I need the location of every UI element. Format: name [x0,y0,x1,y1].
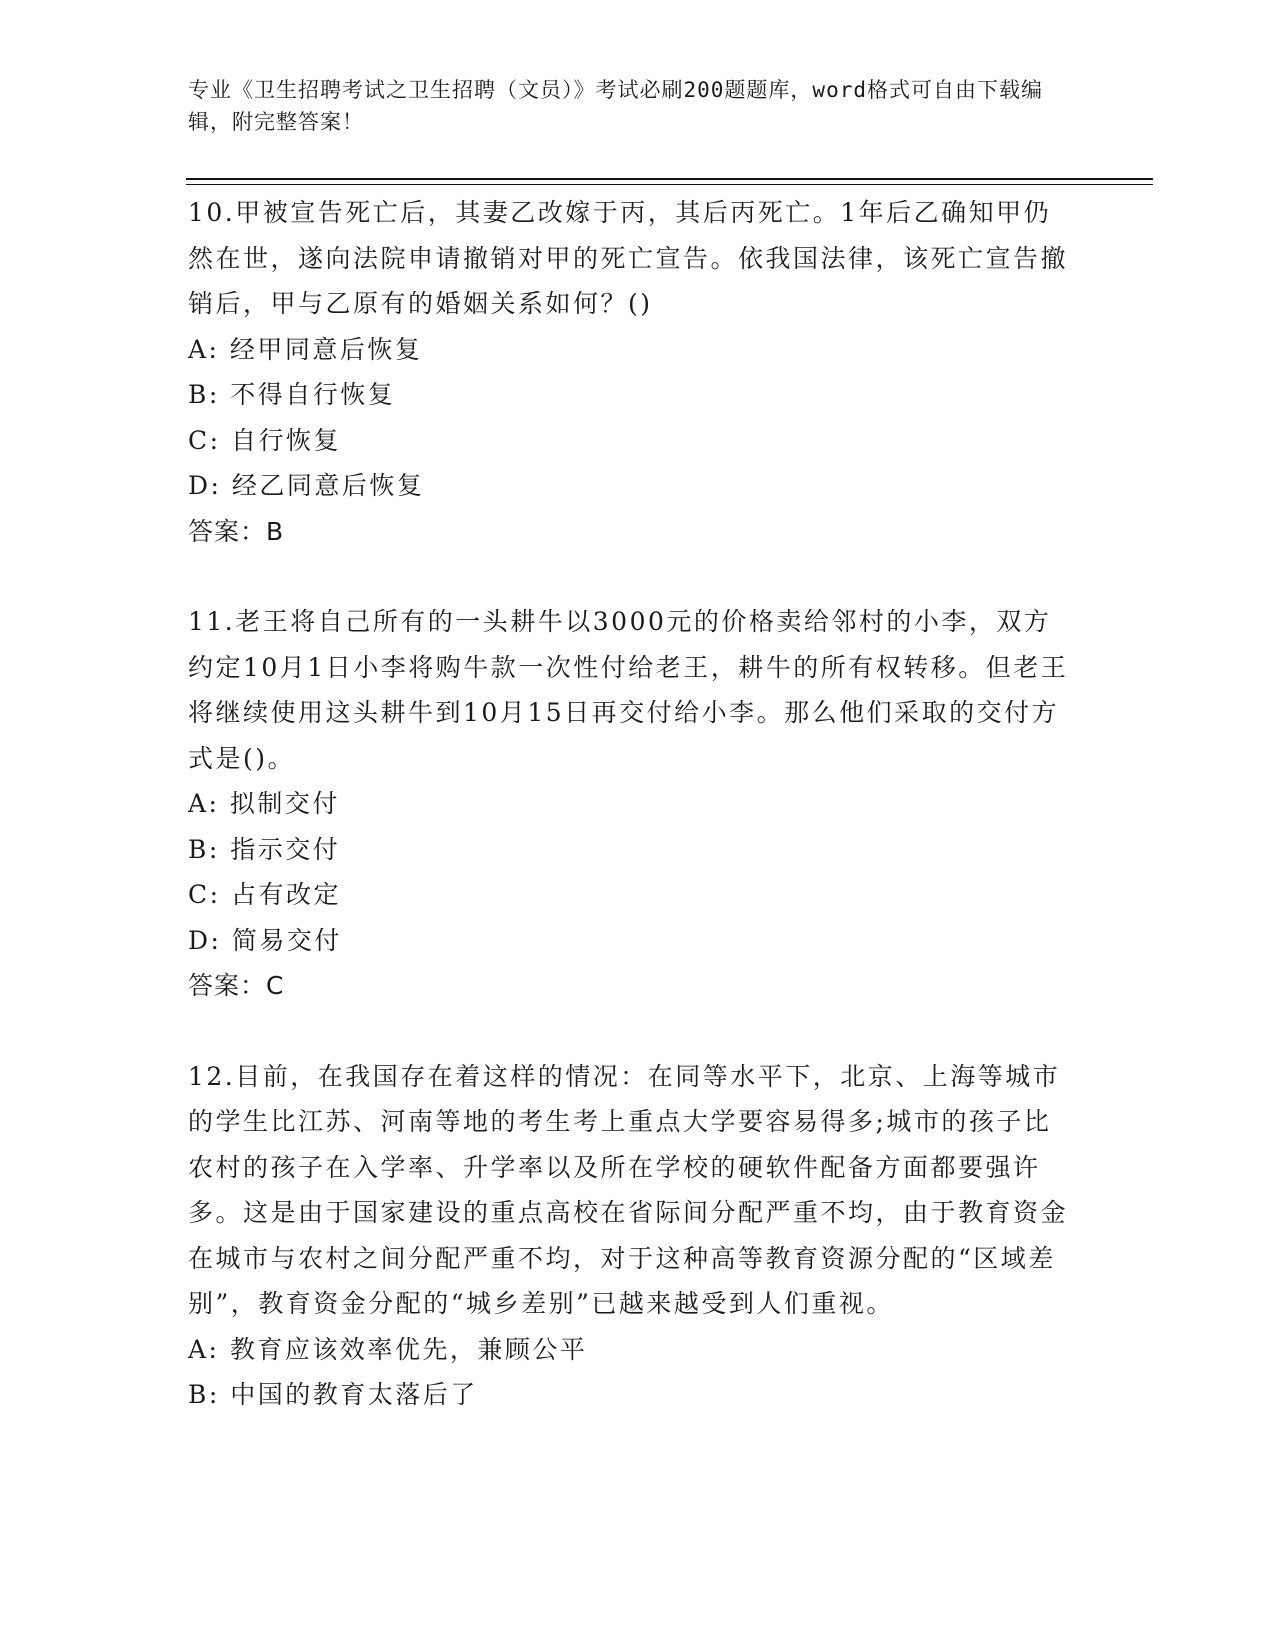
header-divider-thin [186,184,1153,185]
question-10 [188,190,1078,554]
question-stem: 10.甲被宣告死亡后，其妻乙改嫁于丙，其后丙死亡。1年后乙确知甲仍然在世，遂向法院申请撤销对甲的死亡宣告。依我国法律，该死亡宣告撤销后，甲与乙原有的婚姻关系如何？() [188,198,1069,318]
option-a: A: 教育应该效率优先，兼顾公平 [188,1334,588,1364]
option-d: D: 经乙同意后恢复 [188,471,425,500]
option-d: D: 简易交付 [188,925,342,955]
option-b: B: 中国的教育太落后了 [188,1380,478,1409]
question-12 [188,1054,1078,1418]
option-a: A: 拟制交付 [188,789,340,818]
option-a: A: 经甲同意后恢复 [188,334,423,364]
option-b: B: 指示交付 [188,834,341,864]
answer-label: 答案：C [188,971,285,1000]
header-divider-thick [186,178,1153,180]
answer-label: 答案：B [188,516,285,546]
option-b: B: 不得自行恢复 [188,380,396,409]
question-11 [188,599,1078,1009]
question-list [188,190,1078,1463]
question-stem: 12.目前，在我国存在着这样的情况：在同等水平下，北京、上海等城市的学生比江苏、河南等地的考生考上重点大学要容易得多;城市的孩子比农村的孩子在入学率、升学率以及所在学校的硬软件配备方面都要强许多。这是由于国家建设的重点高校在省际间分配严重不均，由于教育资金在城市与农村之间分配严重不均，对于这种高等教育资源分配的“区域差别”，教育资金分配的“城乡差别”已越来越受到人们重视。 [188,1061,1069,1318]
option-c: C: 自行恢复 [188,425,341,455]
document-header: 专业《卫生招聘考试之卫生招聘（文员）》考试必刷200题题库，word格式可自由下载编辑，附完整答案！ [188,78,1043,134]
question-stem: 11.老王将自己所有的一头耕牛以3000元的价格卖给邻村的小李，双方约定10月1日小李将购牛款一次性付给老王，耕牛的所有权转移。但老王将继续使用这头耕牛到10月15日再交付给小李。那么他们采取的交付方式是()。 [188,607,1069,773]
option-c: C: 占有改定 [188,880,341,909]
